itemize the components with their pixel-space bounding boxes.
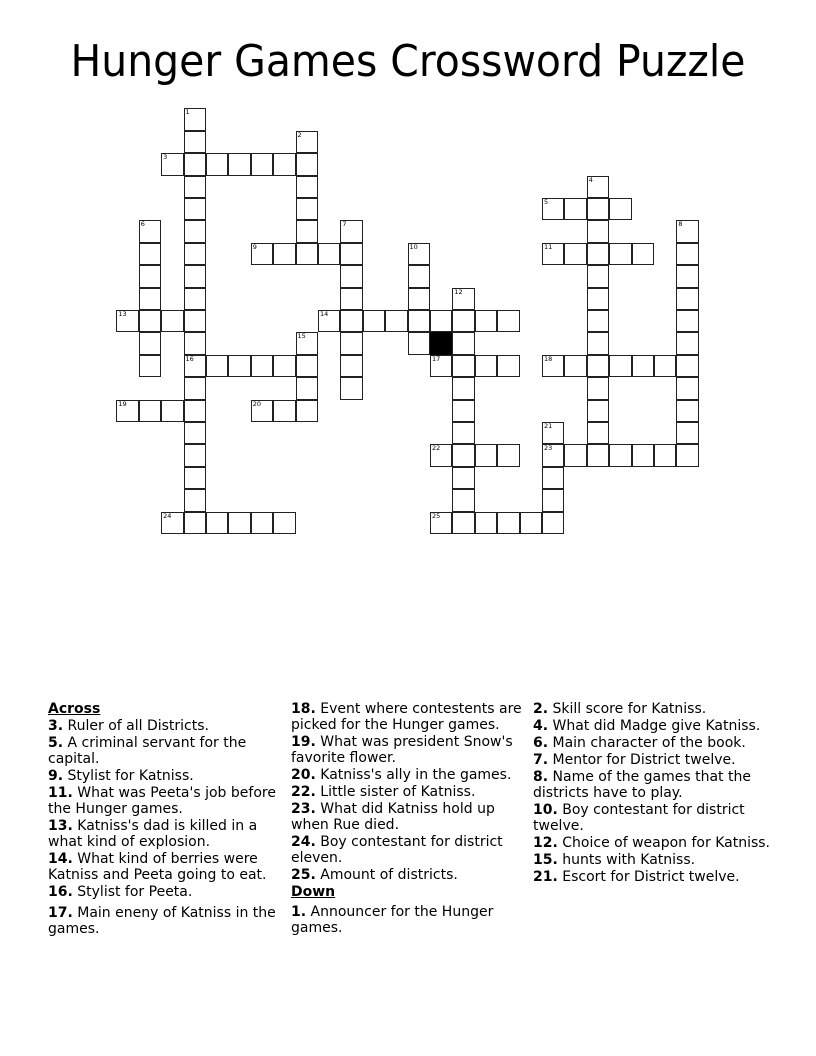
grid-cell[interactable] xyxy=(408,310,430,332)
grid-cell[interactable] xyxy=(273,400,295,422)
clue-text: What did Katniss hold up when Rue died. xyxy=(291,801,495,833)
grid-cell[interactable] xyxy=(542,512,564,534)
clue-number: 5 xyxy=(543,197,549,206)
clue-text: Katniss's ally in the games. xyxy=(315,767,512,783)
grid-cell[interactable] xyxy=(564,444,586,466)
clue-across xyxy=(291,867,531,883)
grid-cell[interactable] xyxy=(676,220,698,242)
grid-cell[interactable] xyxy=(654,444,676,466)
clue-number: 21 xyxy=(543,421,553,430)
grid-cell[interactable] xyxy=(497,444,519,466)
grid-cell[interactable] xyxy=(609,355,631,377)
clues-column-2 xyxy=(291,701,531,937)
grid-cell[interactable] xyxy=(587,377,609,399)
grid-cell[interactable] xyxy=(318,310,340,332)
clues-column-1 xyxy=(48,701,288,938)
grid-cell[interactable] xyxy=(318,243,340,265)
grid-cell[interactable] xyxy=(587,265,609,287)
grid-cell[interactable] xyxy=(296,176,318,198)
grid-cell[interactable] xyxy=(452,422,474,444)
grid-cell[interactable] xyxy=(206,512,228,534)
grid-cell[interactable] xyxy=(340,310,362,332)
grid-cell[interactable] xyxy=(497,310,519,332)
clue-number: 11. xyxy=(48,785,73,801)
grid-cell[interactable] xyxy=(184,198,206,220)
grid-cell[interactable] xyxy=(632,444,654,466)
clue-number: 10 xyxy=(409,242,418,251)
clue-number: 22 xyxy=(431,444,441,453)
grid-cell[interactable] xyxy=(587,332,609,354)
grid-cell[interactable] xyxy=(542,489,564,511)
clue-text: hunts with Katniss. xyxy=(557,852,696,868)
grid-cell[interactable] xyxy=(296,153,318,175)
grid-cell[interactable] xyxy=(408,332,430,354)
grid-cell[interactable] xyxy=(184,153,206,175)
grid-cell[interactable] xyxy=(161,153,183,175)
grid-cell[interactable] xyxy=(184,131,206,153)
clue-down xyxy=(533,802,773,834)
grid-cell[interactable] xyxy=(296,198,318,220)
grid-cell[interactable] xyxy=(340,288,362,310)
clue-text: What was Peeta's job before the Hunger games. xyxy=(48,785,276,817)
clue-across xyxy=(48,785,288,817)
clue-text: Stylist for Peeta. xyxy=(72,884,193,900)
grid-cell[interactable] xyxy=(184,265,206,287)
grid-cell[interactable] xyxy=(676,310,698,332)
grid-cell[interactable] xyxy=(184,176,206,198)
clue-number: 4. xyxy=(533,718,549,734)
clue-across xyxy=(48,768,288,784)
grid-cell[interactable] xyxy=(542,467,564,489)
grid-cell[interactable] xyxy=(542,422,564,444)
clue-text: What kind of berries were Katniss and Peeta going to eat. xyxy=(48,851,267,883)
grid-cell[interactable] xyxy=(430,444,452,466)
grid-cell[interactable] xyxy=(161,400,183,422)
clue-number: 13 xyxy=(118,309,127,318)
down-heading: Down xyxy=(291,884,336,900)
clue-number: 14. xyxy=(48,851,73,867)
grid-cell[interactable] xyxy=(564,243,586,265)
clue-number: 4 xyxy=(588,175,593,184)
grid-cell[interactable] xyxy=(676,355,698,377)
grid-cell[interactable] xyxy=(542,355,564,377)
grid-cell[interactable] xyxy=(296,220,318,242)
clue-number: 2. xyxy=(533,701,549,717)
grid-cell[interactable] xyxy=(273,243,295,265)
grid-cell[interactable] xyxy=(587,400,609,422)
grid-cell[interactable] xyxy=(184,355,206,377)
clue-down xyxy=(533,735,773,751)
grid-cell[interactable] xyxy=(564,355,586,377)
clue-text: What was president Snow's favorite flower. xyxy=(291,734,513,766)
clue-text: Little sister of Katniss. xyxy=(315,784,476,800)
grid-cell[interactable] xyxy=(184,489,206,511)
clue-number: 13. xyxy=(48,818,73,834)
grid-cell[interactable] xyxy=(228,512,250,534)
grid-cell[interactable] xyxy=(116,310,138,332)
grid-cell[interactable] xyxy=(116,400,138,422)
grid-cell[interactable] xyxy=(228,153,250,175)
grid-cell[interactable] xyxy=(184,377,206,399)
grid-cell[interactable] xyxy=(139,332,161,354)
grid-cell[interactable] xyxy=(296,243,318,265)
grid-cell[interactable] xyxy=(676,332,698,354)
grid-cell[interactable] xyxy=(430,310,452,332)
grid-cell[interactable] xyxy=(587,198,609,220)
clue-text: Mentor for District twelve. xyxy=(548,752,736,768)
grid-cell[interactable] xyxy=(452,400,474,422)
clue-number: 14 xyxy=(319,309,329,318)
clue-number: 11 xyxy=(543,242,553,251)
across-heading: Across xyxy=(48,701,101,717)
grid-cell[interactable] xyxy=(139,310,161,332)
clue-number: 8. xyxy=(533,769,549,785)
grid-cell[interactable] xyxy=(475,310,497,332)
grid-cell[interactable] xyxy=(340,243,362,265)
grid-cell[interactable] xyxy=(184,332,206,354)
clue-number: 22. xyxy=(291,784,316,800)
clue-number: 25. xyxy=(291,867,316,883)
clue-number: 24. xyxy=(291,834,316,850)
grid-cell[interactable] xyxy=(475,444,497,466)
grid-cell[interactable] xyxy=(184,108,206,130)
grid-cell[interactable] xyxy=(206,355,228,377)
grid-cell[interactable] xyxy=(587,422,609,444)
clue-number: 18. xyxy=(291,701,316,717)
clue-number: 1 xyxy=(185,108,190,117)
clue-number: 6. xyxy=(533,735,549,751)
grid-cell[interactable] xyxy=(520,512,542,534)
grid-cell[interactable] xyxy=(587,310,609,332)
grid-cell[interactable] xyxy=(676,422,698,444)
grid-cell[interactable] xyxy=(475,355,497,377)
clue-text: Choice of weapon for Katniss. xyxy=(557,835,770,851)
grid-cell[interactable] xyxy=(184,467,206,489)
grid-cell[interactable] xyxy=(475,512,497,534)
grid-cell[interactable] xyxy=(273,153,295,175)
clue-number: 25 xyxy=(431,511,441,520)
clue-down xyxy=(533,852,773,868)
clue-text: Ruler of all Districts. xyxy=(63,718,209,734)
clue-number: 23. xyxy=(291,801,316,817)
grid-cell[interactable] xyxy=(430,512,452,534)
grid-cell[interactable] xyxy=(184,422,206,444)
grid-cell[interactable] xyxy=(184,310,206,332)
grid-cell[interactable] xyxy=(587,243,609,265)
clue-across xyxy=(48,884,288,900)
clue-text: A criminal servant for the capital. xyxy=(48,735,247,767)
grid-cell[interactable] xyxy=(587,288,609,310)
clue-across xyxy=(291,801,531,833)
grid-cell[interactable] xyxy=(273,355,295,377)
grid-cell[interactable] xyxy=(251,243,273,265)
clue-across xyxy=(291,767,531,783)
grid-cell[interactable] xyxy=(632,355,654,377)
grid-cell[interactable] xyxy=(609,444,631,466)
grid-cell[interactable] xyxy=(273,512,295,534)
grid-cell[interactable] xyxy=(587,355,609,377)
puzzle-title: Hunger Games Crossword Puzzle xyxy=(70,36,746,87)
clue-across xyxy=(291,701,531,733)
grid-cell[interactable] xyxy=(676,400,698,422)
clue-text: Skill score for Katniss. xyxy=(548,701,707,717)
grid-cell[interactable] xyxy=(676,377,698,399)
grid-cell[interactable] xyxy=(139,400,161,422)
grid-cell[interactable] xyxy=(430,355,452,377)
grid-cell[interactable] xyxy=(340,377,362,399)
grid-cell[interactable] xyxy=(564,198,586,220)
grid-cell[interactable] xyxy=(385,310,407,332)
clue-down xyxy=(533,869,773,885)
black-cell xyxy=(430,332,452,354)
grid-cell[interactable] xyxy=(340,332,362,354)
grid-cell[interactable] xyxy=(632,243,654,265)
grid-cell[interactable] xyxy=(161,310,183,332)
clue-across xyxy=(48,851,288,883)
grid-cell[interactable] xyxy=(340,220,362,242)
clue-down xyxy=(291,904,531,936)
grid-cell[interactable] xyxy=(654,355,676,377)
clue-number: 10. xyxy=(533,802,558,818)
grid-cell[interactable] xyxy=(452,332,474,354)
grid-cell[interactable] xyxy=(542,198,564,220)
grid-cell[interactable] xyxy=(542,444,564,466)
grid-cell[interactable] xyxy=(452,444,474,466)
grid-cell[interactable] xyxy=(184,220,206,242)
clue-number: 3 xyxy=(163,153,168,162)
clue-across xyxy=(48,905,288,937)
clue-number: 17 xyxy=(431,354,441,363)
clue-down xyxy=(533,752,773,768)
clue-down xyxy=(533,769,773,801)
clue-text: What did Madge give Katniss. xyxy=(548,718,761,734)
grid-cell[interactable] xyxy=(408,265,430,287)
grid-cell[interactable] xyxy=(184,512,206,534)
clue-across xyxy=(291,834,531,866)
grid-cell[interactable] xyxy=(184,288,206,310)
grid-cell[interactable] xyxy=(587,220,609,242)
grid-cell[interactable] xyxy=(609,198,631,220)
clue-across xyxy=(48,718,288,734)
clue-number: 15 xyxy=(297,332,306,341)
clue-number: 5. xyxy=(48,735,64,751)
grid-cell[interactable] xyxy=(452,512,474,534)
grid-cell[interactable] xyxy=(542,243,564,265)
grid-cell[interactable] xyxy=(497,512,519,534)
clue-number: 24 xyxy=(163,511,172,520)
grid-cell[interactable] xyxy=(296,377,318,399)
clue-number: 20. xyxy=(291,767,316,783)
clue-down xyxy=(533,835,773,851)
grid-cell[interactable] xyxy=(452,467,474,489)
grid-cell[interactable] xyxy=(676,243,698,265)
grid-cell[interactable] xyxy=(587,444,609,466)
clue-across xyxy=(291,734,531,766)
grid-cell[interactable] xyxy=(251,512,273,534)
grid-cell[interactable] xyxy=(139,355,161,377)
grid-cell[interactable] xyxy=(452,377,474,399)
grid-cell[interactable] xyxy=(139,288,161,310)
clue-number: 2 xyxy=(297,130,302,139)
clue-number: 19. xyxy=(291,734,316,750)
clue-text: Boy contestant for district twelve. xyxy=(533,802,745,834)
grid-cell[interactable] xyxy=(139,220,161,242)
grid-cell[interactable] xyxy=(676,265,698,287)
clue-text: Announcer for the Hunger games. xyxy=(291,904,494,936)
grid-cell[interactable] xyxy=(609,243,631,265)
clue-text: Name of the games that the districts have to play. xyxy=(533,769,751,801)
grid-cell[interactable] xyxy=(408,243,430,265)
clue-number: 17. xyxy=(48,905,73,921)
grid-cell[interactable] xyxy=(228,355,250,377)
clue-number: 7. xyxy=(533,752,549,768)
grid-cell[interactable] xyxy=(296,131,318,153)
clue-number: 3. xyxy=(48,718,64,734)
grid-cell[interactable] xyxy=(251,400,273,422)
clue-text: Escort for District twelve. xyxy=(557,869,740,885)
grid-cell[interactable] xyxy=(296,355,318,377)
grid-cell[interactable] xyxy=(587,176,609,198)
clue-text: Boy contestant for district eleven. xyxy=(291,834,503,866)
clue-down xyxy=(533,701,773,717)
clue-number: 8 xyxy=(678,220,683,229)
clue-across xyxy=(48,818,288,850)
clues-column-3 xyxy=(533,701,773,886)
grid-cell[interactable] xyxy=(161,512,183,534)
grid-cell[interactable] xyxy=(452,288,474,310)
clue-number: 19 xyxy=(118,399,127,408)
grid-cell[interactable] xyxy=(340,355,362,377)
clue-number: 16. xyxy=(48,884,73,900)
grid-cell[interactable] xyxy=(452,310,474,332)
clue-text: Main eneny of Katniss in the games. xyxy=(48,905,276,937)
grid-cell[interactable] xyxy=(184,444,206,466)
clue-number: 23 xyxy=(543,444,553,453)
clue-number: 12. xyxy=(533,835,558,851)
clue-number: 1. xyxy=(291,904,307,920)
clue-number: 18 xyxy=(543,354,553,363)
grid-cell[interactable] xyxy=(676,444,698,466)
grid-cell[interactable] xyxy=(408,288,430,310)
grid-cell[interactable] xyxy=(296,400,318,422)
grid-cell[interactable] xyxy=(452,489,474,511)
clue-number: 21. xyxy=(533,869,558,885)
clue-text: Main character of the book. xyxy=(548,735,746,751)
clue-text: Amount of districts. xyxy=(315,867,458,883)
clue-down xyxy=(533,718,773,734)
grid-cell[interactable] xyxy=(206,153,228,175)
clue-number: 9 xyxy=(252,242,257,251)
grid-cell[interactable] xyxy=(139,265,161,287)
clue-number: 16 xyxy=(185,354,194,363)
clue-number: 20 xyxy=(252,399,262,408)
clue-across xyxy=(291,784,531,800)
grid-cell[interactable] xyxy=(296,332,318,354)
grid-cell[interactable] xyxy=(184,400,206,422)
clue-across xyxy=(48,735,288,767)
clue-number: 12 xyxy=(454,287,463,296)
grid-cell[interactable] xyxy=(676,288,698,310)
clue-text: Katniss's dad is killed in a what kind of explosion. xyxy=(48,818,258,850)
clue-text: Stylist for Katniss. xyxy=(63,768,194,784)
grid-cell[interactable] xyxy=(251,355,273,377)
grid-cell[interactable] xyxy=(497,355,519,377)
clue-number: 6 xyxy=(140,220,145,229)
grid-cell[interactable] xyxy=(184,243,206,265)
grid-cell[interactable] xyxy=(251,153,273,175)
clue-number: 9. xyxy=(48,768,64,784)
clue-text: Event where contestents are picked for the Hunger games. xyxy=(291,701,522,733)
grid-cell[interactable] xyxy=(340,265,362,287)
grid-cell[interactable] xyxy=(452,355,474,377)
grid-cell[interactable] xyxy=(139,243,161,265)
clue-number: 7 xyxy=(342,220,347,229)
clue-number: 15. xyxy=(533,852,558,868)
grid-cell[interactable] xyxy=(363,310,385,332)
